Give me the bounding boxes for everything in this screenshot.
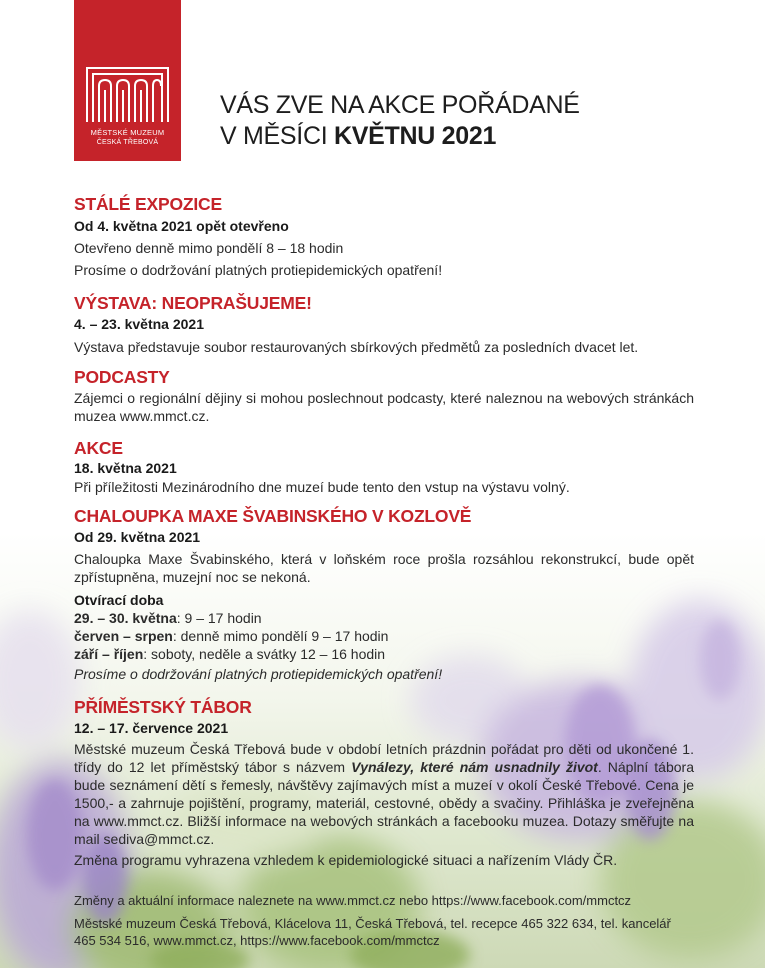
epidemic-notice: Prosíme o dodržování platných protiepidemických opatření! (74, 666, 443, 682)
epidemic-notice: Prosíme o dodržování platných protiepidemických opatření! (74, 262, 443, 278)
section-title: VÝSTAVA: NEOPRAŠUJEME! (74, 293, 312, 313)
section-title: PODCASTY (74, 367, 170, 387)
hours-row (74, 609, 694, 627)
section-date: Od 4. května 2021 opět otevřeno (74, 218, 289, 234)
camp-name: Vynálezy, které nám usnadnily život (351, 759, 598, 775)
museum-logo-mark-icon (85, 66, 170, 124)
hours-value: : soboty, neděle a svátky 12 – 16 hodin (143, 646, 386, 662)
text-part: . Náplní tábora bude seznámení dětí s řemesly, návštěvy zajímavých míst a muzeí v okolí České Třebové. Cena je 1500,- a zahrnuje pojištění, programy, materiál, cestovné, obědy a svačiny. Přihláška je zveřejněna na www.mmct.cz. Bližší informace na webových stránkách a facebooku muzea. Dotazy směřujte na mail sediva@mmct.cz. (74, 759, 694, 847)
section-text: Výstava představuje soubor restaurovaných sbírkových předmětů za posledních dvacet let. (74, 339, 639, 355)
hours-value: : denně mimo pondělí 9 – 17 hodin (172, 628, 389, 644)
headline-line2 (220, 121, 496, 151)
headline-line2-bold: KVĚTNU 2021 (334, 122, 497, 150)
section-podcasts (74, 366, 694, 425)
section-date: Od 29. května 2021 (74, 529, 201, 545)
section-title: PŘÍMĚSTSKÝ TÁBOR (74, 697, 252, 717)
hours-label: červen – srpen (74, 628, 173, 644)
headline-line1: VÁS ZVE NA AKCE POŘÁDANÉ (220, 91, 580, 119)
hours-value: : 9 – 17 hodin (176, 610, 262, 626)
logo-text-line1: MĚSTSKÉ MUZEUM (90, 128, 165, 137)
section-title: STÁLÉ EXPOZICE (74, 194, 222, 214)
section-events (74, 437, 694, 496)
section-cottage (74, 505, 694, 683)
footer-line1: Změny a aktuální informace naleznete na www.mmct.cz nebo https://www.facebook.com/mmctcz (74, 893, 632, 908)
section-date: 18. května 2021 (74, 460, 177, 476)
section-title: CHALOUPKA MAXE ŠVABINSKÉHO V KOZLOVĚ (74, 506, 472, 526)
section-title: AKCE (74, 438, 123, 458)
hours-row (74, 627, 694, 645)
section-text (74, 740, 694, 848)
section-permanent-exhibitions (74, 193, 694, 279)
footer-line2: Městské muzeum Česká Třebová, Klácelova 11, Česká Třebová, tel. recepce 465 322 634, tel. kancelář 465 534 516, www.mmct.cz, https://www.facebook.com/mmctcz (74, 916, 671, 948)
section-date: 12. – 17. července 2021 (74, 720, 229, 736)
headline-line2-regular: V MĚSÍCI (220, 122, 334, 150)
text-part: Městské muzeum Česká Třebová bude v období letních prázdnin pořádat pro děti od ukončené 1. třídy do 12 let příměstský tábor s názvem (74, 741, 694, 775)
footer (74, 892, 694, 949)
section-day-camp (74, 696, 694, 869)
opening-hours-text: Otevřeno denně mimo pondělí 8 – 18 hodin (74, 240, 344, 256)
logo-text-line2: ČESKÁ TŘEBOVÁ (96, 139, 159, 146)
hours-title: Otvírací doba (74, 592, 164, 608)
section-text: Při příležitosti Mezinárodního dne muzeí bude tento den vstup na výstavu volný. (74, 479, 570, 495)
section-date: 4. – 23. května 2021 (74, 316, 204, 332)
museum-logo (74, 0, 181, 161)
hours-label: září – říjen (74, 646, 144, 662)
section-exhibition (74, 292, 694, 356)
hours-label: 29. – 30. května (74, 610, 177, 626)
hours-row (74, 645, 694, 663)
disclaimer: Změna programu vyhrazena vzhledem k epidemiologické situaci a nařízením Vlády ČR. (74, 852, 618, 868)
section-text: Zájemci o regionální dějiny si mohou poslechnout podcasty, které naleznou na webových stránkách muzea www.mmct.cz. (74, 390, 694, 424)
section-text: Chaloupka Maxe Švabinského, která v loňském roce prošla rozsáhlou rekonstrukcí, bude opět zpřístupněna, muzejní noc se nekoná. (74, 551, 694, 585)
